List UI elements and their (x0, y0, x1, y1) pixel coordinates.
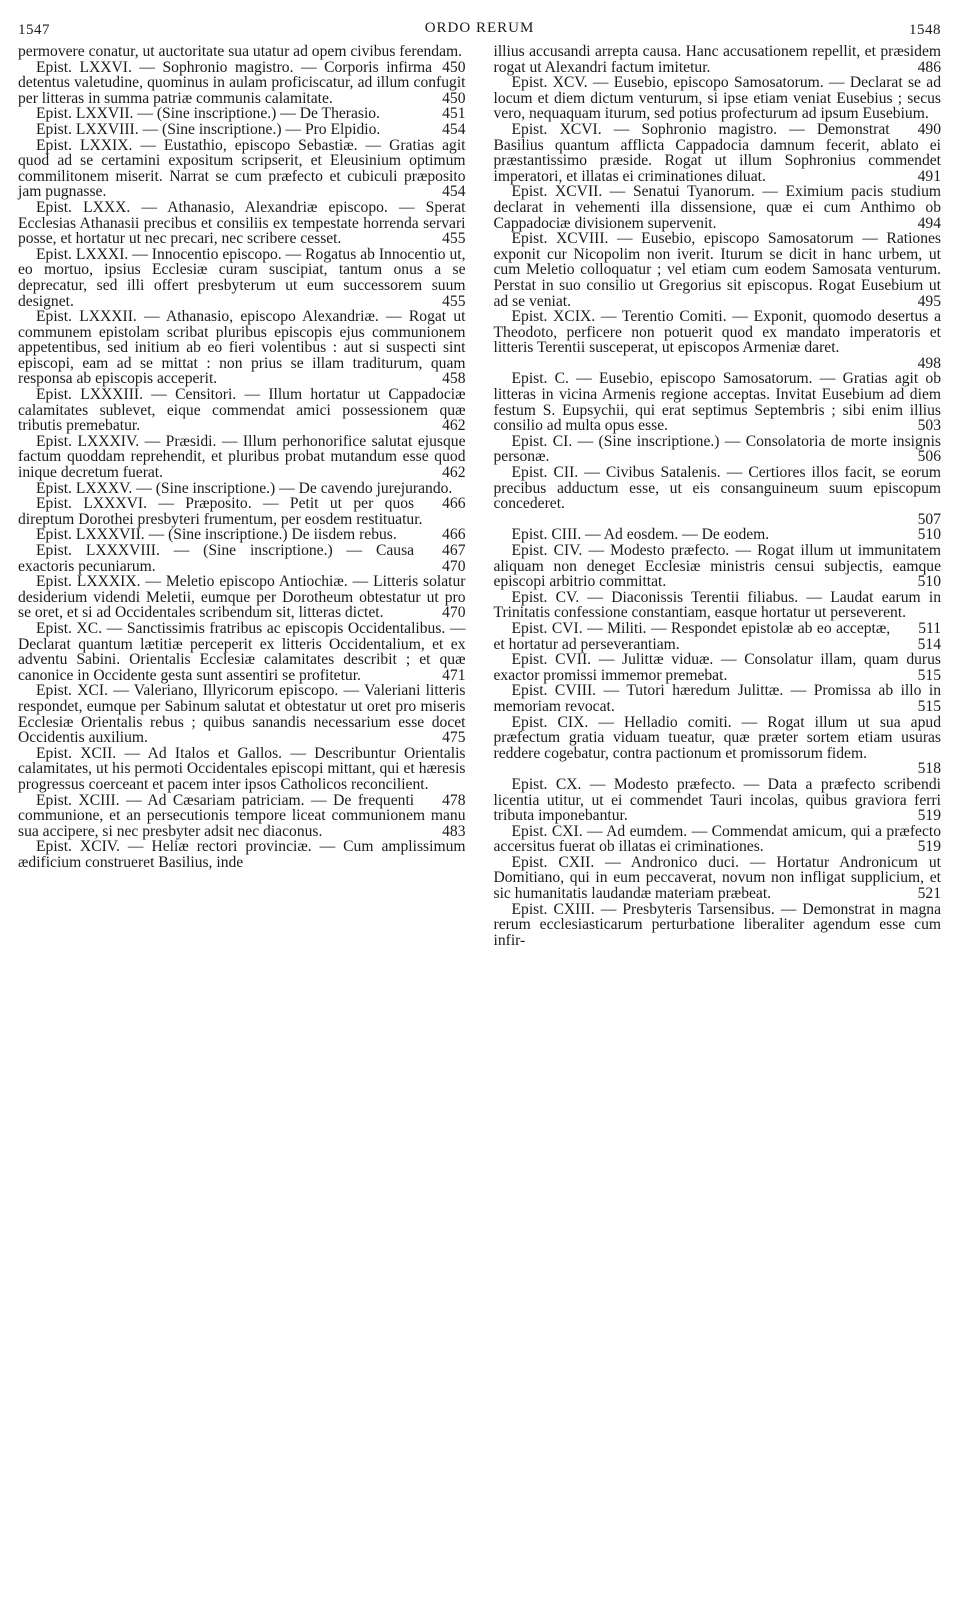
entry-text: Epist. XCIV. — Heliæ rectori provinciæ. — Cum amplissimum ædificium construeret Basilius, inde (18, 838, 466, 871)
entry-text: Epist. LXXXVIII. — (Sine inscriptione.) — Causa exactoris pecuniarum. (18, 542, 415, 575)
letter-entry (18, 839, 466, 870)
entry-text: Epist. LXXVIII. — (Sine inscriptione.) — Pro Elpidio. (36, 120, 381, 138)
letter-entry (494, 434, 942, 465)
letter-entry (494, 777, 942, 824)
entry-text: Epist. LXXXVII. — (Sine inscriptione.) De iisdem rebus. (36, 526, 397, 544)
entry-text: Epist. XC. — Sanctissimis fratribus ac episcopis Occidentalibus. — Declarat quantum lætitiæ perceperit ex litteris Occidentalium, et ex adventu Sabini. Orientalis Ecclesiæ calamitates describit ; et quæ canonice in Occidente gesta sunt assentiri se profitetur. (18, 619, 466, 684)
letter-entry (18, 387, 466, 434)
running-header (18, 14, 941, 44)
entry-text: Epist. LXXXV. — (Sine inscriptione.) — De cavendo jurejurando. (36, 479, 453, 497)
entry-text: permovere conatur, ut auctoritate sua utatur ad opem civibus ferendam. (18, 43, 463, 60)
letter-entry (18, 621, 466, 683)
entry-text: Epist. LXXIX. — Eustathio, episcopo Sebastiæ. — Gratias agit quod ad se certamini expositum scripserit, et Eleusinium optimum commilitonem miserit. Narrat se cum præfecto et cubiculi præposito jam pugnasse. (18, 136, 466, 201)
page-reference: 466 (442, 526, 466, 544)
page-reference: 462 (442, 464, 466, 482)
letter-entry (494, 683, 942, 714)
page-reference: 494 (917, 214, 941, 232)
entry-text: Epist. CVII. — Julittæ viduæ. — Consolatur illam, quam durus exactor promissi immemor premebat. (493, 651, 941, 684)
entry-text: Epist. XCIX. — Terentio Comiti. — Exponit, quomodo desertus a Theodoto, perficere non potuerit quod ex mandato imperatoris et litteris Terentii susceperat, ut episcopos Armeniæ daret. (493, 308, 941, 357)
page-reference: 475 (442, 729, 466, 747)
letter-entry (494, 465, 942, 527)
letter-entry (493, 74, 942, 138)
page-reference: 450 (442, 89, 466, 107)
page-reference: 510 (917, 526, 941, 544)
page-reference: 503 (917, 417, 941, 435)
letter-entry (18, 574, 466, 621)
page-reference: 470 (442, 557, 466, 575)
letter-entry (494, 902, 942, 949)
entry-text: Epist. XCVIII. — Eusebio, episcopo Samosatorum — Rationes exponit cur Nicopolim non iverit. Iturum se dicit in hanc urbem, ut cum Meletio colloquatur ; vel etiam cum eodem Samosata venturum. Perstat in suo consilio ut Gregorius sit episcopus. Rogat Eusebium ut ad se veniat. (493, 230, 941, 310)
page-reference: 462 (442, 417, 466, 435)
letter-entry (18, 138, 466, 200)
entry-text: Epist. CII. — Civibus Satalenis. — Certiores illos facit, se eorum precibus adductum esse, ut eis consanguineum suum episcopum concederet. (493, 464, 941, 513)
page-reference: 511 (918, 619, 941, 637)
letter-entry (494, 231, 942, 309)
entry-text: Epist. LXXXIX. — Meletio episcopo Antiochiæ. — Litteris solatur desiderium videndi Meletii, eumque per Dorotheum obtestatur ut pro se oret, et si ad Occidentales scribendum sit, litteras dictet. (18, 573, 466, 622)
page-reference: 478 (442, 791, 466, 809)
entry-text: Epist. CX. — Modesto præfecto. — Data a præfecto scribendi licentia utitur, ut ei commendet Tauri incolas, quibus graviora ferri tributa imponebantur. (493, 775, 941, 825)
letter-entry (18, 683, 466, 745)
entry-text: Epist. CVIII. — Tutori hæredum Julittæ. — Promissa ab illo in memoriam revocat. (493, 682, 941, 715)
page-reference: 450 (442, 58, 466, 76)
page-reference: 506 (917, 448, 941, 466)
entry-text: Epist. CIV. — Modesto præfecto. — Rogat illum ut immunitatem aliquam non deneget Ecclesiæ ministris censui subjectis, eamque episcopi arbitrio committat. (493, 542, 941, 591)
letter-entry (494, 824, 942, 855)
entry-text: Epist. LXXXI. — Innocentio episcopo. — Rogatus ab Innocentio ut, eo mortuo, ipsius Ecclesiæ curam suscipiat, tantum onus a se deprecatur, sed illi offert presbyterum ut eum successorem suum designet. (18, 245, 466, 310)
page-reference: 458 (442, 370, 466, 388)
letter-entry (18, 43, 466, 76)
letter-entry (494, 371, 942, 433)
letter-entry (494, 543, 942, 590)
page-reference: 514 (917, 635, 941, 653)
entry-text: Epist. LXXXIII. — Censitori. — Illum hortatur ut Cappadociæ calamitates sublevet, eique commendat amici possessionem quæ tributis premebatur. (18, 386, 466, 435)
page-reference: 491 (917, 167, 941, 185)
letter-entry (494, 621, 942, 652)
entry-text: Epist. LXXXIV. — Præsidi. — Illum perhonorifice salutat ejusque factum quoddam reprehendit, et pluribus probat mutandum esse quod inique decretum fuerat. (18, 432, 466, 482)
page-reference: 490 (917, 120, 941, 138)
entry-text: Epist. LXXVII. — (Sine inscriptione.) — De Therasio. (36, 105, 381, 123)
page-reference: 519 (917, 807, 941, 825)
page-reference: 451 (442, 105, 466, 123)
letter-entry (494, 652, 942, 683)
entry-text: Epist. XCVI. — Sophronio magistro. — Demonstrat Basilius quantum afflicta Cappadocia damnum fecerit, ablato ei præstantissimo præside. Rogat ut illum Sophronius commendet imperatori, et illatas ei criminationes diluat. (493, 120, 941, 185)
letter-entry (18, 543, 466, 574)
page-reference: 486 (917, 58, 941, 76)
letter-entry (18, 122, 466, 138)
page-reference: 510 (917, 573, 941, 591)
page-reference: 518 (917, 760, 941, 778)
entry-text: Epist. CXI. — Ad eumdem. — Commendat amicum, qui a præfecto accersitus fuerat ob illatas ei criminationes. (493, 822, 941, 856)
entry-text: Epist. CV. — Diaconissis Terentii filiabus. — Laudat earum in Trinitatis confessione constantiam, easque hortatur ut perseverent. (493, 588, 941, 622)
page-reference: 471 (442, 666, 466, 684)
page-reference: 470 (442, 604, 466, 622)
page-reference: 515 (917, 697, 941, 715)
entry-text: Epist. XCVII. — Senatui Tyanorum. — Eximium pacis studium declarat in vehementi illa dissensione, quæ ei cum Anthimo ob Cappadociæ divisionem supervenit. (493, 183, 941, 232)
page-reference: 467 (442, 542, 466, 559)
entry-text: Epist. XCI. — Valeriano, Illyricorum episcopo. — Valeriani litteris respondet, eumque per Sabinum salutat et obtestatur ut oret pro miseris Ecclesiæ Orientalis rebus ; quibus sanandis necessarium esse docet Occidentis auxilium. (18, 682, 466, 747)
page-reference: 495 (917, 292, 941, 310)
page-reference: 483 (442, 822, 466, 840)
entry-text: Epist. CVI. — Militi. — Respondet epistolæ ab eo acceptæ, et hortatur ad perseverantiam. (493, 619, 891, 653)
right-column (494, 44, 942, 948)
entry-text: Epist. CIX. — Helladio comiti. — Rogat illum ut sua apud præfectum gratia viduam tueatur, quæ præter sortem etiam usuras reddere cogebatur, contra pactionum et promissorum fidem. (493, 713, 941, 762)
entry-text: Epist. LXXXVI. — Præposito. — Petit ut per quos direptum Dorothei presbyteri frumentum, per eosdem restituatur. (18, 495, 423, 528)
page-number-left: 1547 (18, 22, 50, 38)
letter-entry (18, 200, 466, 247)
letter-entry (18, 106, 466, 122)
letter-entry (494, 44, 942, 75)
letter-entry (494, 309, 942, 371)
page-reference: 455 (442, 292, 466, 310)
entry-text: Epist. LXXVI. — Sophronio magistro. — Corporis infirma detentus valetudine, quominus in aulam proficiscatur, ad illum confugit per litteras in summa patriæ communis calamitate. (18, 58, 466, 107)
page-reference: 519 (917, 838, 941, 856)
letter-entry (18, 434, 466, 481)
entry-text: Epist. CXIII. — Presbyteris Tarsensibus. — Demonstrat in magna rerum ecclesiasticarum perturbatione liberaliter agendum esse cum infir- (493, 900, 941, 949)
page-reference: 466 (442, 495, 466, 513)
letter-entry (494, 855, 942, 902)
page-reference: 498 (917, 354, 941, 372)
entry-text: Epist. LXXXII. — Athanasio, episcopo Alexandriæ. — Rogat ut communem epistolam scribat pluribus episcopis ejus communionem appetentibus, sed initium ab eo fieri volentibus : aut si suspecti sint episcopi, eam ad se mittat : non prius se illam traditurum, quam responsa ab episcopis acceperit. (18, 308, 466, 388)
entry-text: Epist. CXII. — Andronico duci. — Hortatur Andronicum ut Domitiano, qui in eum peccaverat, novum non infligat supplicium, et sic humanitatis laudandæ materiam præbeat. (493, 853, 941, 903)
page-reference: 515 (917, 666, 941, 684)
letter-entry (18, 60, 466, 107)
entry-text: Epist. C. — Eusebio, episcopo Samosatorum. — Gratias agit ob litteras in vicina Armenis regione acceptas. Invitat Eusebium ad diem festum S. Eupsychii, qui erat septimus Septembris ; sibi enim illius consilio ad multa opus esse. (493, 370, 941, 435)
entry-text: Epist. CIII. — Ad eosdem. — De eodem. (511, 526, 770, 544)
letter-entry (494, 715, 942, 777)
left-column (18, 44, 466, 870)
page-reference: 521 (917, 885, 941, 903)
page-reference: 507 (917, 510, 941, 528)
letter-entry (494, 184, 942, 231)
letter-entry (494, 527, 942, 543)
letter-entry (18, 309, 466, 387)
page-number-right: 1548 (909, 22, 941, 38)
text-columns (18, 44, 941, 948)
entry-text: Epist. LXXX. — Athanasio, Alexandriæ episcopo. — Sperat Ecclesias Athanasii precibus et consiliis ex tempestate horrenda servari posse, et hortatur ut nec precari, nec scribere cesset. (18, 198, 466, 248)
letter-entry (18, 793, 466, 840)
page-reference: 454 (442, 120, 466, 138)
running-title: ORDO RERUM (424, 20, 535, 36)
page-reference: 455 (442, 230, 466, 248)
letter-entry (18, 247, 466, 309)
entry-text: Epist. XCV. — Eusebio, episcopo Samosatorum. — Declarat se ad locum et diem dictum venturum, si ipse etiam veniat Eusebius ; secus vero, nequaquam iturum, sed potius profecturum ad ipsum Eusebium. (493, 74, 941, 123)
entry-text: Epist. CI. — (Sine inscriptione.) — Consolatoria de morte insignis personæ. (493, 432, 941, 466)
page-reference: 454 (442, 183, 466, 201)
entry-text: Epist. XCII. — Ad Italos et Gallos. — Describuntur Orientalis calamitates, ut his permoti Occidentales episcopi mittant, qui et hæresis progressus coerceant et pacem inter ipsos Catholicos reconcilient. (18, 744, 466, 793)
letter-entry (18, 744, 466, 809)
letter-entry (494, 122, 942, 184)
entry-text: Epist. XCIII. — Ad Cæsariam patriciam. — De frequenti communione, et an persecutionis tempore liceat communionem manu sua accipere, si nec presbyter adsit nec diaconus. (18, 791, 466, 840)
entry-text: illius accusandi arrepta causa. Hanc accusationem repellit, et præsidem rogat ut Alexandri factum imitetur. (493, 43, 941, 76)
